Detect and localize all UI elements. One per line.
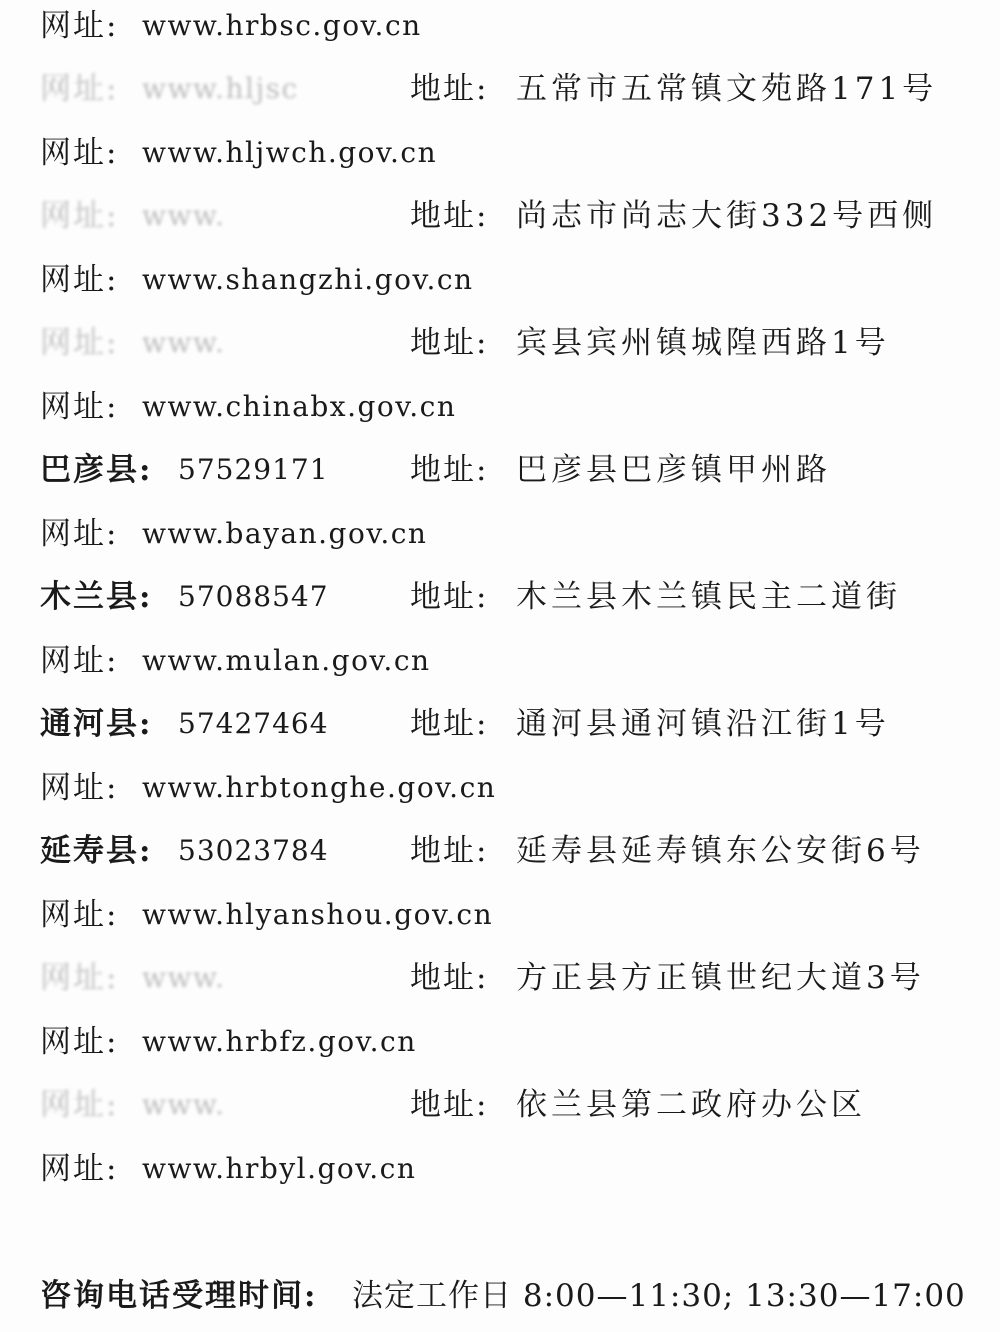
address-row: [0, 318, 1000, 368]
phone-number: 57088547: [178, 580, 329, 613]
county-row: [0, 699, 1000, 749]
address-value: 五常市五常镇文苑路171号: [516, 71, 938, 107]
url-label: 网址:: [40, 643, 119, 679]
url-value: www.hrbyl.gov.cn: [142, 1152, 417, 1185]
consultation-hours-value: 法定工作日 8:00—11:30; 13:30—17:00: [352, 1278, 966, 1314]
url-value: www.shangzhi.gov.cn: [142, 263, 474, 296]
address-value: 尚志市尚志大街332号西侧: [516, 198, 938, 234]
url-value: www.hrbsc.gov.cn: [142, 9, 422, 42]
url-label: 网址:: [40, 770, 119, 806]
url-row: [0, 382, 1000, 432]
url-row: [0, 636, 1000, 686]
url-label: 网址:: [40, 897, 119, 933]
address-label: 地址:: [410, 706, 489, 742]
url-label: 网址:: [40, 389, 119, 425]
url-value: www.: [142, 326, 226, 359]
county-name: 巴彦县:: [40, 452, 153, 488]
url-label: 网址:: [40, 8, 119, 44]
url-row: [0, 763, 1000, 813]
url-label: 网址:: [40, 1087, 119, 1123]
county-row: [0, 445, 1000, 495]
url-label: 网址:: [40, 1151, 119, 1187]
url-value: www.hljwch.gov.cn: [142, 136, 438, 169]
address-label: 地址:: [410, 452, 489, 488]
county-name: 木兰县:: [40, 579, 153, 615]
url-label: 网址:: [40, 262, 119, 298]
county-name: 延寿县:: [40, 833, 153, 869]
url-value: www.mulan.gov.cn: [142, 644, 431, 677]
address-label: 地址:: [410, 1087, 489, 1123]
url-value: www.chinabx.gov.cn: [142, 390, 457, 423]
url-value: www.hrbtonghe.gov.cn: [142, 771, 497, 804]
address-value: 延寿县延寿镇东公安街6号: [516, 833, 925, 869]
consultation-hours-label: 咨询电话受理时间:: [40, 1278, 318, 1314]
address-row: [0, 1080, 1000, 1130]
url-value: www.: [142, 1088, 226, 1121]
url-row: [0, 509, 1000, 559]
address-label: 地址:: [410, 198, 489, 234]
url-label: 网址:: [40, 135, 119, 171]
address-label: 地址:: [410, 71, 489, 107]
phone-number: 53023784: [178, 834, 329, 867]
url-value: www.bayan.gov.cn: [142, 517, 428, 550]
county-name: 通河县:: [40, 706, 153, 742]
address-value: 方正县方正镇世纪大道3号: [516, 960, 925, 996]
url-value: www.: [142, 199, 226, 232]
county-row: [0, 572, 1000, 622]
address-row: [0, 953, 1000, 1003]
address-value: 木兰县木兰镇民主二道街: [516, 579, 901, 615]
url-value: www.hlyanshou.gov.cn: [142, 898, 494, 931]
url-row: [0, 128, 1000, 178]
address-value: 通河县通河镇沿江街1号: [516, 706, 890, 742]
url-label: 网址:: [40, 960, 119, 996]
url-label: 网址:: [40, 71, 119, 107]
url-row: [0, 1, 1000, 51]
county-row: [0, 826, 1000, 876]
url-row: [0, 1144, 1000, 1194]
address-label: 地址:: [410, 579, 489, 615]
url-value: www.hrbfz.gov.cn: [142, 1025, 417, 1058]
url-row: [0, 1017, 1000, 1067]
url-row: [0, 890, 1000, 940]
address-row: [0, 64, 1000, 114]
address-value: 依兰县第二政府办公区: [516, 1087, 866, 1123]
url-label: 网址:: [40, 1024, 119, 1060]
phone-number: 57427464: [178, 707, 329, 740]
url-value: www.hljsc: [142, 72, 299, 105]
address-label: 地址:: [410, 325, 489, 361]
address-value: 巴彦县巴彦镇甲州路: [516, 452, 831, 488]
address-label: 地址:: [410, 960, 489, 996]
consultation-hours: [0, 1271, 1000, 1321]
address-label: 地址:: [410, 833, 489, 869]
phone-number: 57529171: [178, 453, 329, 486]
url-value: www.: [142, 961, 226, 994]
url-label: 网址:: [40, 325, 119, 361]
address-row: [0, 191, 1000, 241]
url-label: 网址:: [40, 198, 119, 234]
url-row: [0, 255, 1000, 305]
url-label: 网址:: [40, 516, 119, 552]
address-value: 宾县宾州镇城隍西路1号: [516, 325, 890, 361]
